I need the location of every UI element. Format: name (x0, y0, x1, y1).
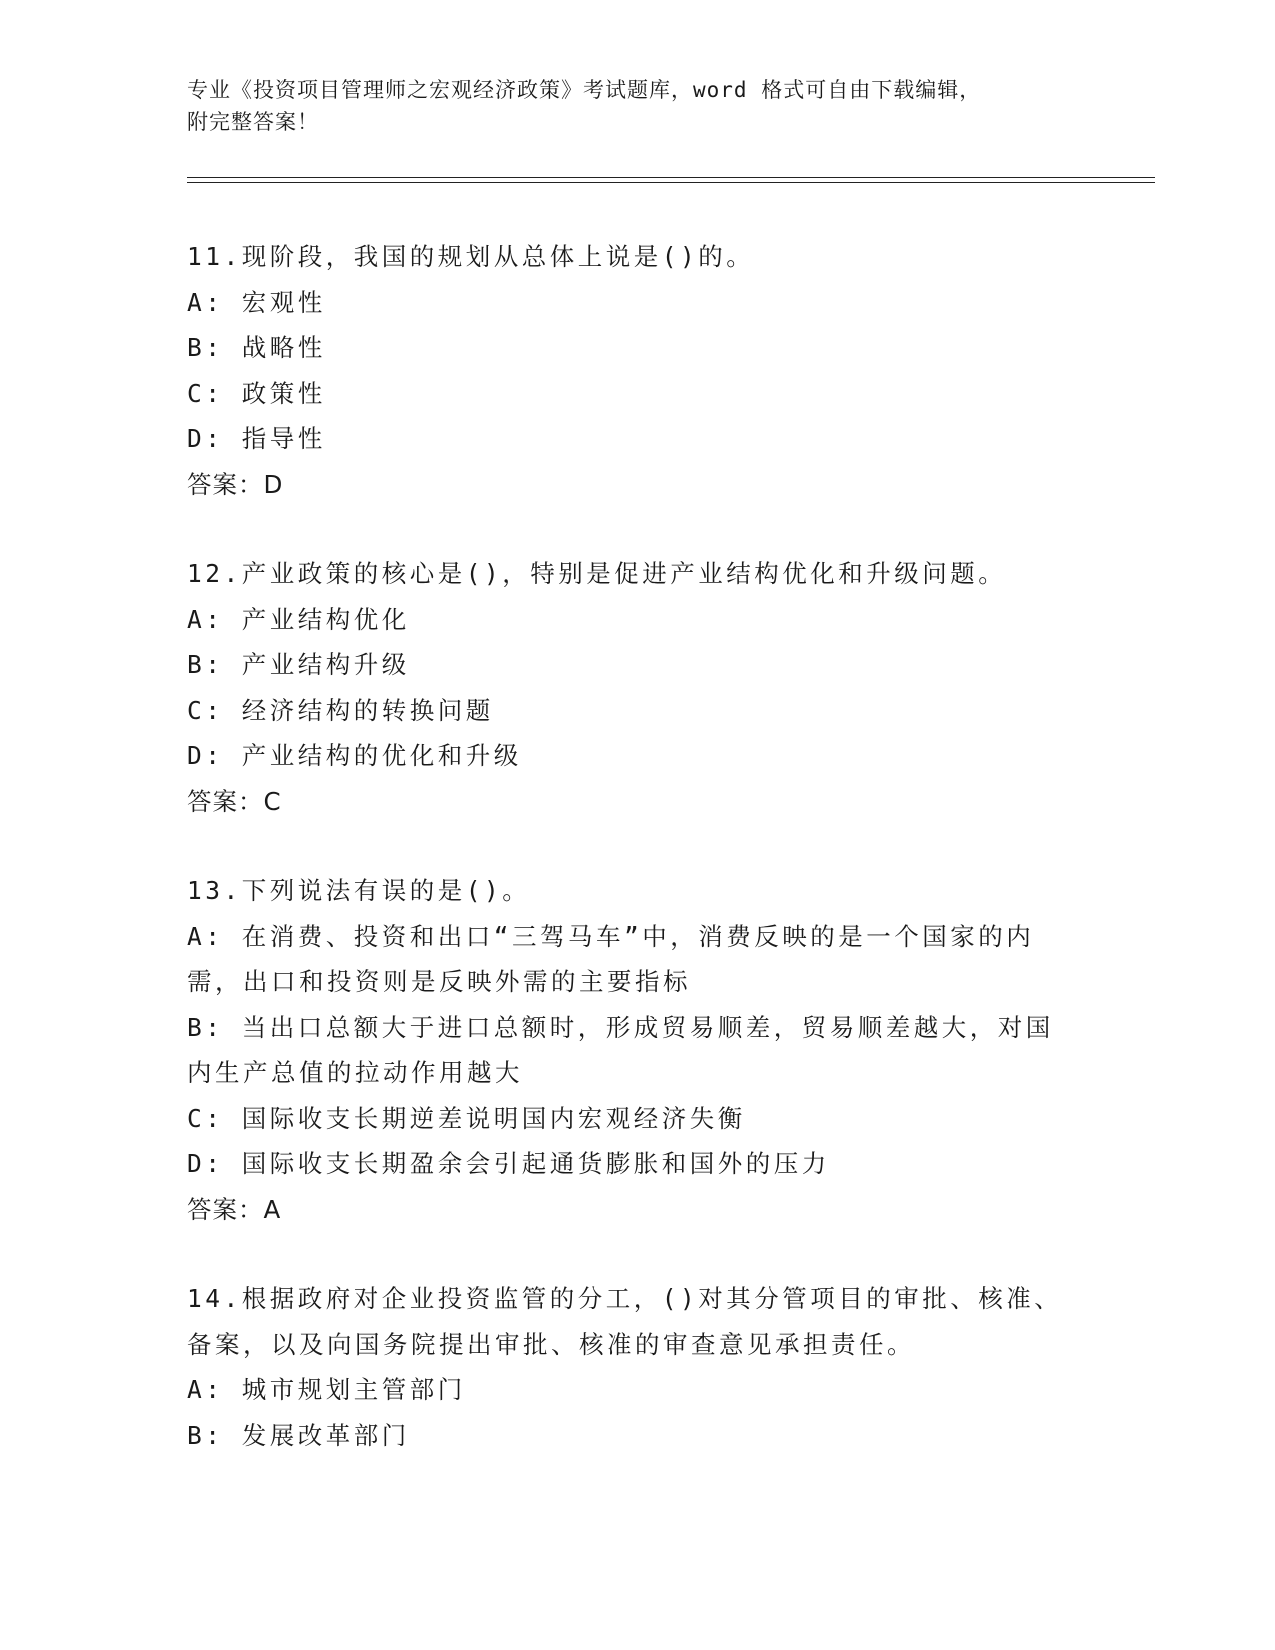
question-stem: 14.根据政府对企业投资监管的分工，()对其分管项目的审批、核准、 (187, 1284, 1063, 1313)
option-a-continued: 需，出口和投资则是反映外需的主要指标 (187, 967, 691, 996)
option-b: B: 产业结构升级 (187, 650, 410, 679)
question-block (187, 551, 1087, 824)
question-block (187, 234, 1087, 507)
option-c: C: 国际收支长期逆差说明国内宏观经济失衡 (187, 1103, 746, 1133)
header-double-rule (187, 177, 1155, 183)
option-b-continued: 内生产总值的拉动作用越大 (187, 1058, 523, 1087)
option-d: D: 产业结构的优化和升级 (187, 741, 522, 770)
option-c: C: 经济结构的转换问题 (187, 695, 494, 725)
header-intro-line-1: 专业《投资项目管理师之宏观经济政策》考试题库，word 格式可自由下载编辑， (187, 78, 982, 102)
option-b: B: 当出口总额大于进口总额时，形成贸易顺差，贸易顺差越大，对国 (187, 1012, 1054, 1042)
question-stem: 11.现阶段，我国的规划从总体上说是()的。 (187, 242, 755, 271)
option-c: C: 政策性 (187, 378, 326, 408)
question-stem-continued: 备案，以及向国务院提出审批、核准的审查意见承担责任。 (187, 1329, 915, 1359)
option-a: A: 产业结构优化 (187, 604, 410, 634)
option-b: B: 发展改革部门 (187, 1420, 410, 1450)
question-stem: 12.产业政策的核心是()，特别是促进产业结构优化和升级问题。 (187, 559, 1007, 588)
question-stem: 13.下列说法有误的是()。 (187, 876, 531, 905)
option-d: D: 国际收支长期盈余会引起通货膨胀和国外的压力 (187, 1149, 830, 1178)
option-a: A: 宏观性 (187, 287, 326, 317)
option-d: D: 指导性 (187, 424, 326, 453)
answer-line: 答案：A (187, 1194, 282, 1224)
document-header (187, 74, 1087, 138)
header-intro-line-2: 附完整答案！ (187, 110, 319, 134)
answer-line: 答案：D (187, 469, 284, 499)
option-a: A: 在消费、投资和出口“三驾马车”中，消费反映的是一个国家的内 (187, 921, 1035, 951)
option-b: B: 战略性 (187, 333, 326, 362)
question-block (187, 1276, 1087, 1458)
option-a: A: 城市规划主管部门 (187, 1375, 466, 1404)
question-list (187, 234, 1087, 1502)
answer-line: 答案：C (187, 786, 282, 816)
question-block (187, 868, 1087, 1232)
